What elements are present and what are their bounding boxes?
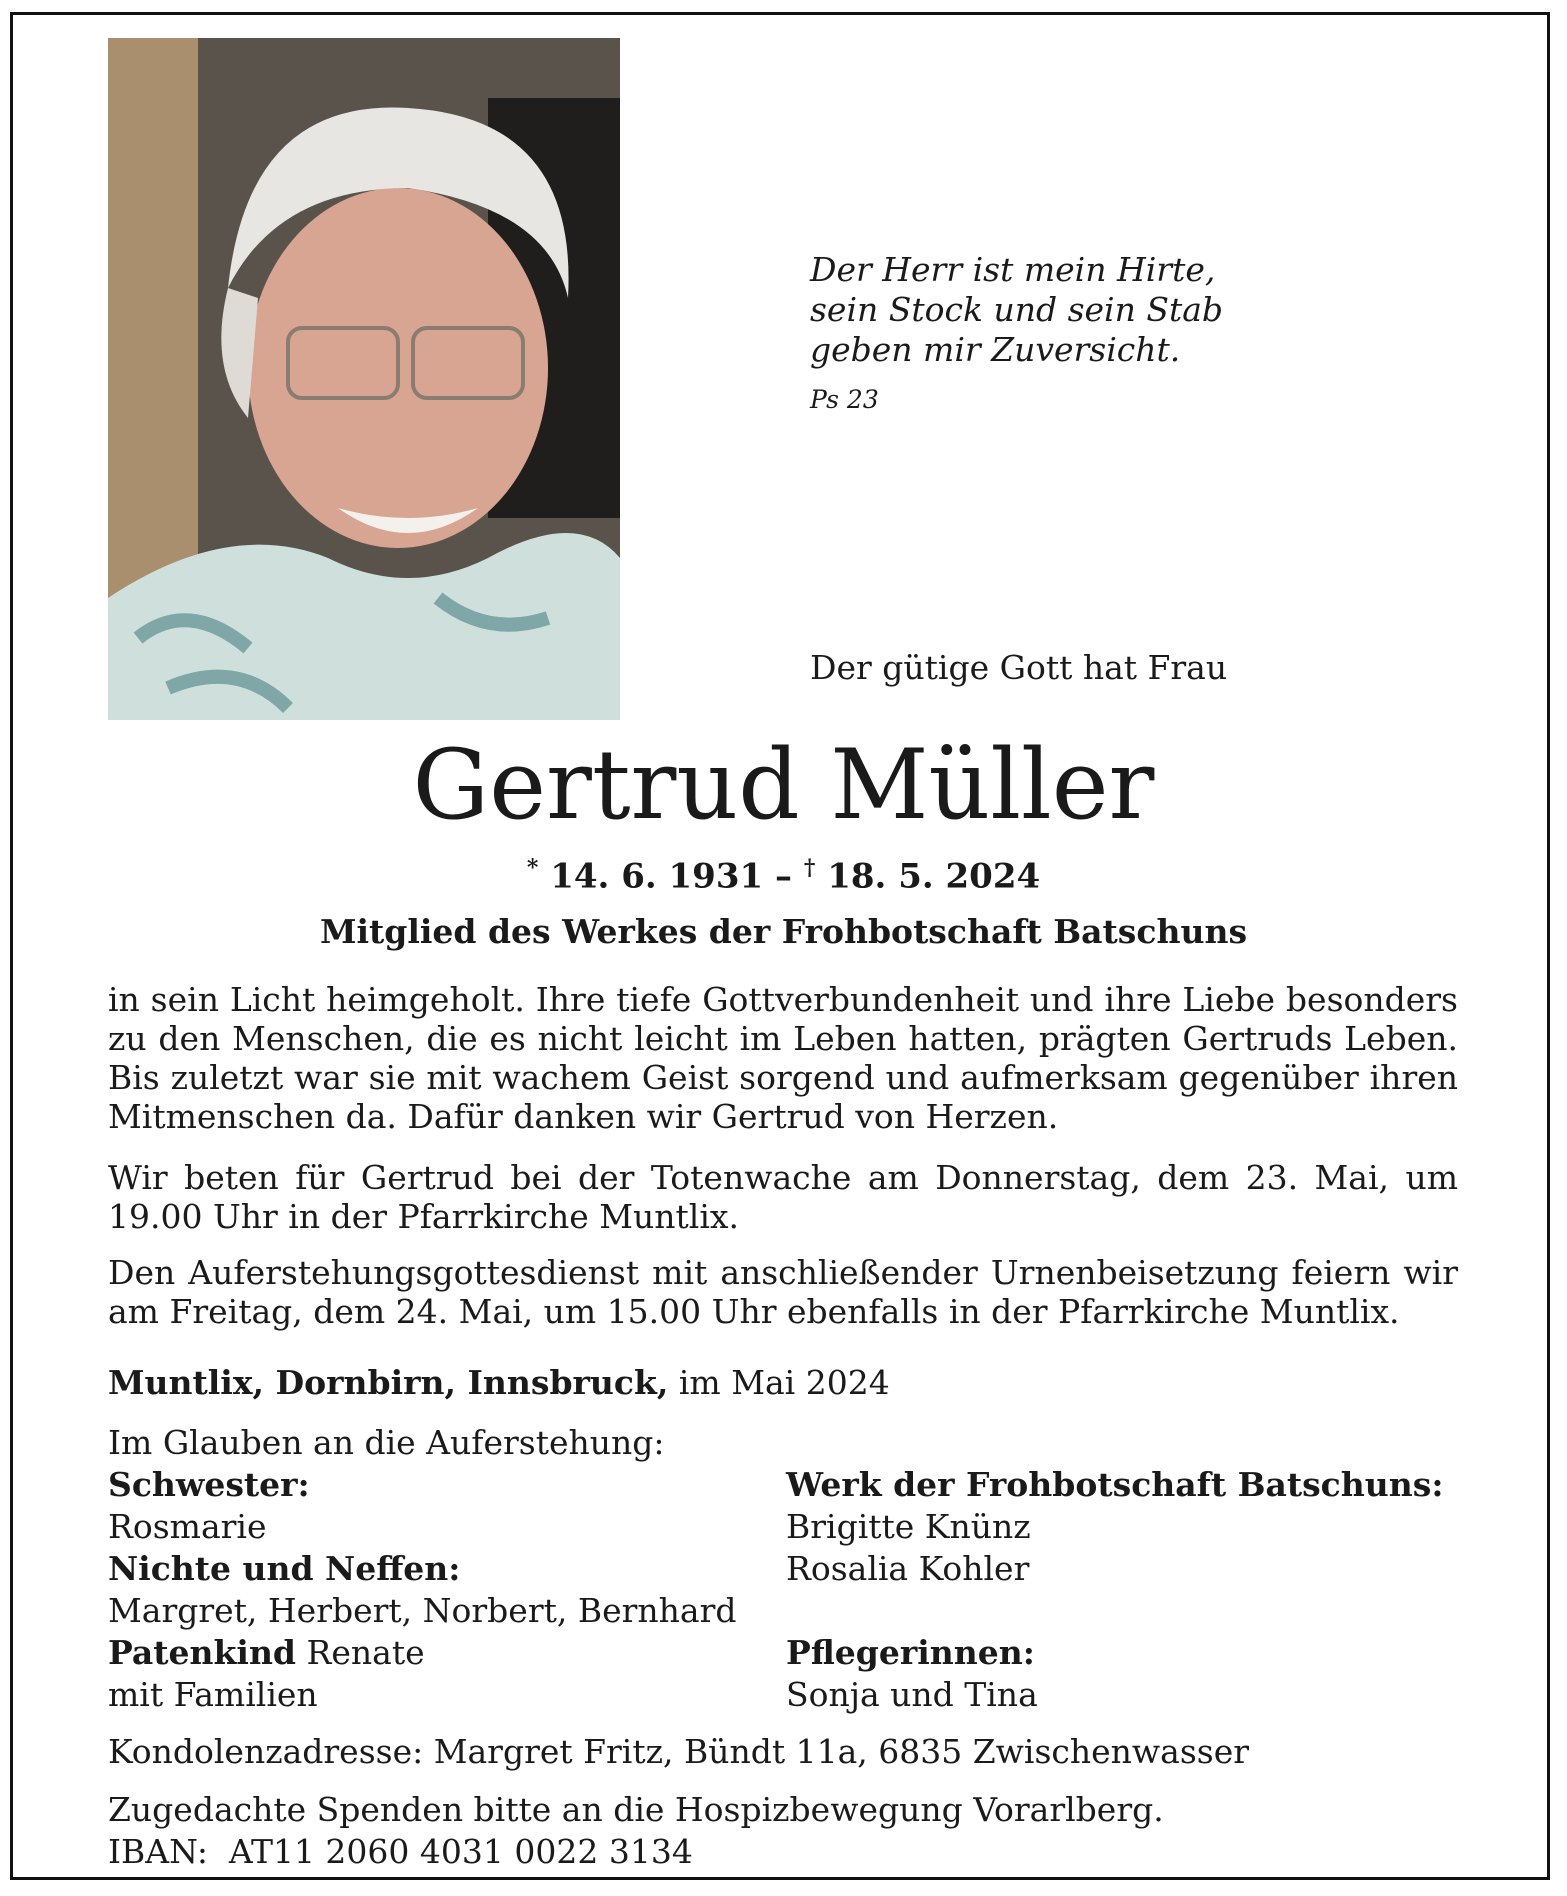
work-heading: Werk der Frohbotschaft Batschuns: — [786, 1465, 1444, 1504]
deceased-name: Gertrud Müller — [412, 729, 1155, 841]
date-separator: – — [775, 856, 792, 897]
godchild-heading: Patenkind — [108, 1633, 297, 1672]
place-date: im Mai 2024 — [678, 1363, 890, 1402]
quote-line: geben mir Zuversicht. — [810, 330, 1181, 369]
birth-date: 14. 6. 1931 — [550, 856, 764, 897]
spacer — [786, 1590, 1444, 1632]
nephews-heading: Nichte und Neffen: — [108, 1549, 461, 1588]
birth-symbol: * — [526, 855, 539, 881]
condolence-address: Kondolenzadresse: Margret Fritz, Bündt 11a, 6835 Zwischenwasser — [108, 1732, 1250, 1771]
paragraph-tribute: in sein Licht heimgeholt. Ihre tiefe Gottverbundenheit und ihre Liebe besonders zu den Menschen, die es nicht leicht im Leben hatten, prägten Gertruds Leben. Bis zuletzt war sie mit wachem Geist sorgend und aufmerksam gegenüber ihren Mitmenschen da. Dafür danken wir Gertrud von Herzen. — [108, 980, 1458, 1136]
quote-line: sein Stock und sein Stab — [810, 290, 1224, 329]
nephews-names: Margret, Herbert, Norbert, Bernhard — [108, 1591, 737, 1630]
carers-heading: Pflegerinnen: — [786, 1633, 1035, 1672]
donation-note: Zugedachte Spenden bitte an die Hospizbewegung Vorarlberg. — [108, 1790, 1164, 1829]
mourners-intro: Im Glauben an die Auferstehung: — [108, 1423, 665, 1462]
mourners-left-column — [108, 1422, 736, 1716]
paragraph-funeral: Den Auferstehungsgottesdienst mit anschließender Urnenbeisetzung feiern wir am Freitag, dem 24. Mai, um 15.00 Uhr ebenfalls in der Pfarrkirche Muntlix. — [108, 1253, 1458, 1331]
godchild-name: Renate — [306, 1633, 425, 1672]
place-towns: Muntlix, Dornbirn, Innsbruck, — [108, 1363, 669, 1402]
work-member: Rosalia Kohler — [786, 1549, 1030, 1588]
intro-text: Der gütige Gott hat Frau — [810, 648, 1228, 687]
sister-name: Rosmarie — [108, 1507, 267, 1546]
quote-reference: Ps 23 — [810, 385, 879, 414]
portrait-photo — [108, 38, 620, 720]
death-date: 18. 5. 2024 — [827, 856, 1041, 897]
godchild-line — [108, 1632, 736, 1674]
quote-line: Der Herr ist mein Hirte, — [810, 250, 1216, 289]
death-symbol: † — [803, 855, 816, 881]
life-dates — [0, 855, 1567, 896]
membership-line: Mitglied des Werkes der Frohbotschaft Batschuns — [319, 912, 1248, 951]
place-and-date — [108, 1363, 890, 1402]
iban-line: IBAN: AT11 2060 4031 0022 3134 — [108, 1832, 693, 1871]
mourners-right-column — [786, 1464, 1444, 1716]
families-line: mit Familien — [108, 1675, 318, 1714]
work-member: Brigitte Knünz — [786, 1507, 1031, 1546]
sister-heading: Schwester: — [108, 1465, 310, 1504]
bible-quote — [810, 250, 1223, 420]
paragraph-wake: Wir beten für Gertrud bei der Totenwache am Donnerstag, dem 23. Mai, um 19.00 Uhr in der Pfarrkirche Muntlix. — [108, 1158, 1458, 1236]
carers-names: Sonja und Tina — [786, 1675, 1038, 1714]
